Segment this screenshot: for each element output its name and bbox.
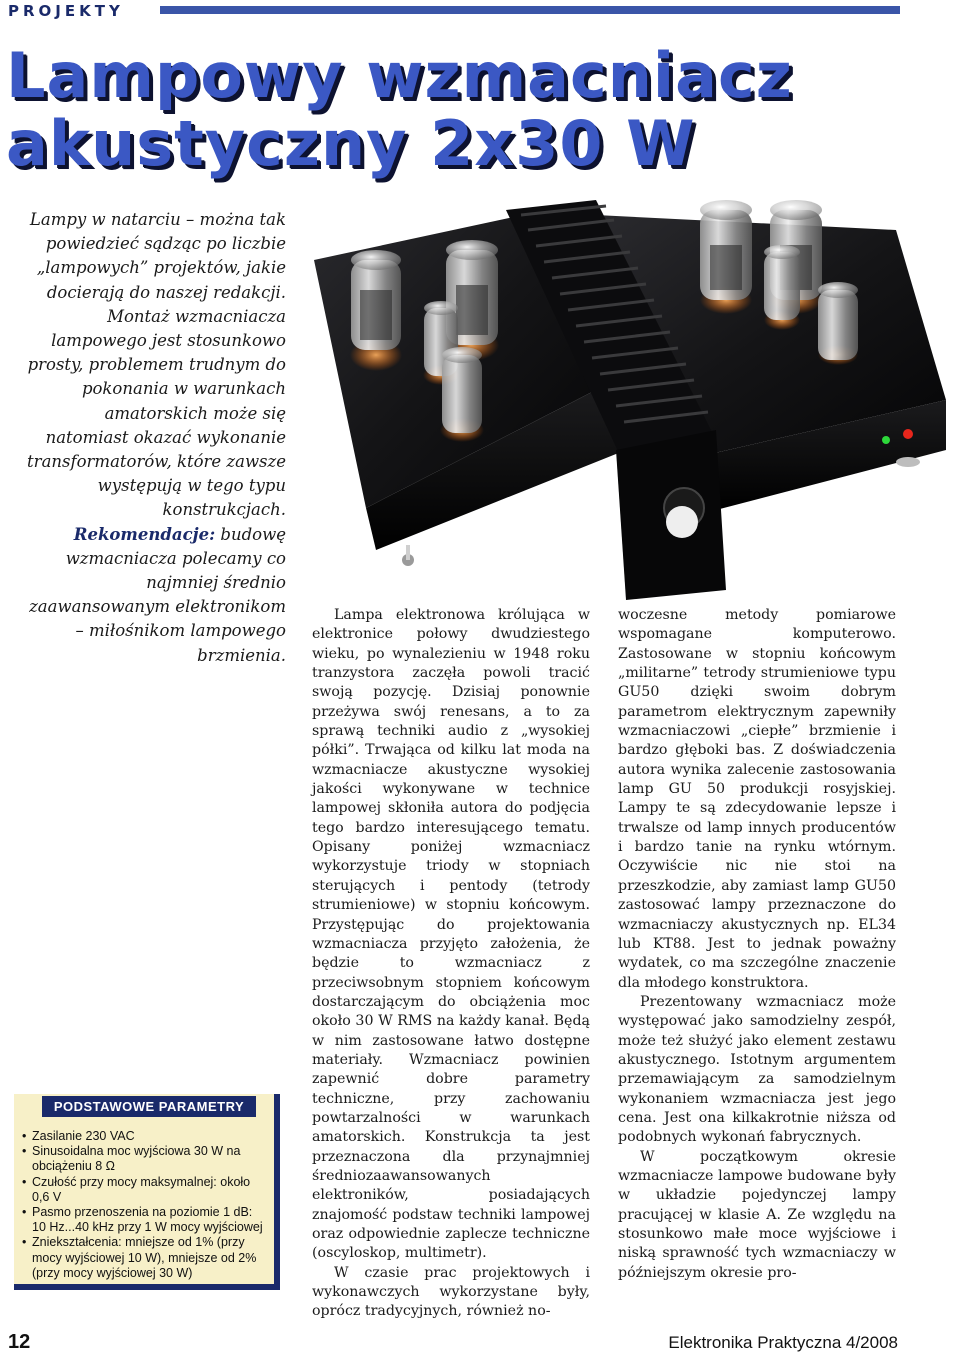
lead-paragraph — [20, 208, 286, 668]
parameters-title: PODSTAWOWE PARAMETRY — [42, 1096, 256, 1117]
amplifier-photo — [296, 190, 960, 600]
body-paragraph: Lampa elektronowa królująca w elektronice połowy dwudziestego wieku, po wynalezieniu w 1948 roku tranzystora zaczęła powoli tracić swoją pozycję. Dzisiaj ponownie przeżywa swój renesans, a to za sprawą techniki audio z „wysokiej półki”. Trwająca od kilku lat moda na wzmacniacze akustyczne wysokiej jakości wykonywane w technice lampowej skłoniła autora do podjęcia tego bardzo interesującego tematu. Opisany poniżej wzmacniacz wykorzystuje triody w stopniach sterujących i pentody (tetrody strumieniowe) w stopniu końcowym. Przystępując do projektowania wzmacniacza przyjęto założenia, że będzie to wzmacniacz z przeciwsobnym stopniem końcowym dostarczającym do obciążenia moc około 30 W RMS na każdy kanał. Będą w nim zastosowane łatwo dostępne materiały. Wzmacniacz powinien zapewnić dobre parametry techniczne, przy zachowaniu powtarzalności w warunkach amatorskich. Konstrukcja ta jest przeznaczona dla przynajmniej średniozaawansowanych elektroników, posiadających znajomość podstaw techniki lampowej oraz odpowiednie zaplecze techniczne (oscyloskop, multimetr). — [312, 607, 590, 1262]
body-paragraph: woczesne metody pomiarowe wspomagane komputerowo. Zastosowane w stopniu końcowym „militarne” tetrody strumieniowe typu GU50 dzięki swoim dobrym parametrom elektrycznym zapewniły wzmacniaczowi „ciepłe” brzmienie i bardzo głęboki bas. Z doświadczenia autora wynika zalecenie zastosowania lamp GU 50 produkcji rosyjskiej. Lampy te są zdecydowanie lepsze i trwalsze od lamp innych producentów i bardzo tanie na rynku wtórnym. Oczywiście nic nie stoi na przeszkodzie, aby zamiast lamp GU50 zastosować lampy przeznaczone do wzmacniaczy akustycznych np. EL34 lub KT88. Jest to jednak poważny wydatek, co ma szczególne znaczenie dla młodego konstruktora. — [618, 607, 896, 991]
parameter-item: • Zniekształcenia: mniejsze od 1% (przy mocy wyjściowej 10 W), mniejsze od 2% (przy mocy wyjściowej 30 W) — [24, 1235, 268, 1281]
body-paragraph: W czasie prac projektowych i wykonawczych wykorzystane były, oprócz tradycyjnych, również no- — [312, 1264, 590, 1320]
parameter-item: • Czułość przy mocy maksymalnej: około 0,6 V — [24, 1175, 268, 1205]
body-paragraph: W początkowym okresie wzmacniacze lampowe budowane były w układzie pojedynczej lampy pracującej w klasie A. Ze względu na stosunkowo małe moce wyjściowe i niską sprawność tych wzmacniaczy w późniejszym okresie pro- — [618, 1148, 896, 1281]
body-column-1 — [312, 606, 590, 1322]
title-line-2: akustyczny 2x30 W — [6, 107, 696, 180]
title-line-1: Lampowy wzmacniacz — [6, 39, 793, 112]
body-paragraph: Prezentowany wzmacniacz może występować jako samodzielny zespół, może też służyć jako element zestawu akustycznego. Istotnym argumentem przemawiającym za samodzielnym wykonaniem wzmacniacza jest jego cena. Jest ona kilkakrotnie niższa od podobnych wykonań fabrycznych. — [618, 993, 896, 1146]
body-column-2 — [618, 606, 896, 1283]
section-rule — [160, 6, 900, 14]
parameter-item: • Sinusoidalna moc wyjściowa 30 W na obciążeniu 8 Ω — [24, 1144, 268, 1174]
parameter-item: • Pasmo przenoszenia na poziomie 1 dB: 10 Hz...40 kHz przy 1 W mocy wyjściowej — [24, 1205, 268, 1235]
section-label: PROJEKTY — [8, 2, 124, 20]
article-title — [6, 39, 906, 180]
recommendation-label: Rekomendacje: — [73, 524, 216, 544]
magazine-issue: Elektronika Praktyczna 4/2008 — [668, 1333, 898, 1352]
parameters-box — [14, 1094, 280, 1290]
lead-text: Lampy w natarciu – można tak powiedzieć sądząc po liczbie „lampowych” projektów, jakie docierają do naszej redakcji. Montaż wzmacniacza lampowego jest stosunkowo prosty, problemem trudnym do pokonania w warunkach amatorskich może się natomiast okazać wykonanie transformatorów, które zawsze występują w tego typu konstrukcjach. — [27, 210, 286, 520]
parameter-item: • Zasilanie 230 VAC — [24, 1129, 268, 1144]
page-number: 12 — [8, 1331, 31, 1353]
recommendation-text: budowę wzmacniacza polecamy co najmniej średnio zaawansowanym elektronikom – miłośnikom lampowego brzmienia. — [29, 524, 286, 665]
parameters-list — [14, 1117, 274, 1281]
